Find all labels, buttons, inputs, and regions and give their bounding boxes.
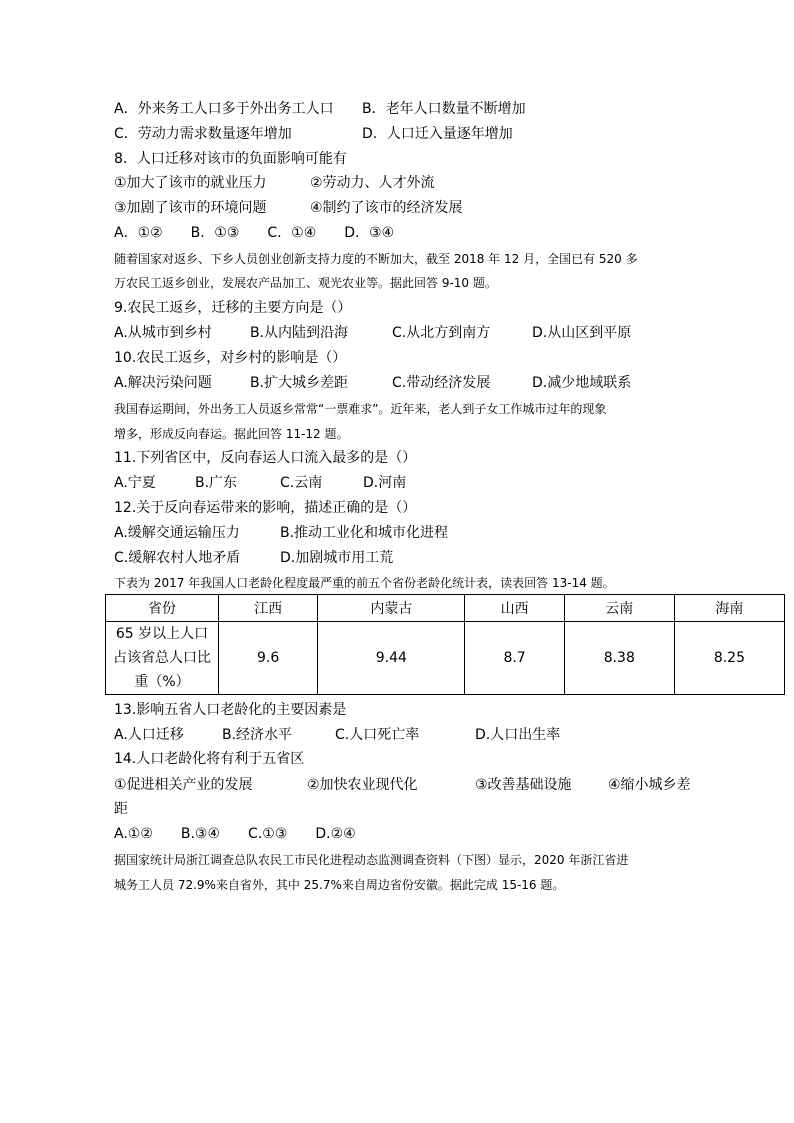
table-cell-value: 8.38: [564, 622, 674, 695]
q13-option-c: C.人口死亡率: [335, 727, 420, 743]
table-header-province: 云南: [564, 595, 674, 622]
table-row-label-line: 占该省总人口比: [113, 650, 211, 666]
passage-15-16-line-2: 城务工人员 72.9%来自省外，其中 25.7%来自周边省份安徽。据此完成 15-16 题。: [114, 878, 565, 892]
table-value-row: [106, 622, 785, 695]
q13-option-b: B.经济水平: [222, 727, 293, 743]
q11-option-b: B.广东: [195, 475, 238, 491]
aging-statistics-table: [105, 594, 785, 695]
q9-option-c: C.从北方到南方: [392, 325, 491, 341]
q7-option-d: D．人口迁入量逐年增加: [362, 126, 513, 142]
q14-item-2: ②加快农业现代化: [307, 777, 418, 793]
table-header-province: 海南: [674, 595, 784, 622]
q8-item-2: ②劳动力、人才外流: [310, 175, 435, 191]
q8-item-4: ④制约了该市的经济发展: [310, 200, 463, 216]
q14-item-3: ③改善基础设施: [475, 777, 572, 793]
q10-option-b: B.扩大城乡差距: [250, 375, 349, 391]
table-row-label-line: 65 岁以上人口: [115, 626, 209, 642]
passage-9-10-line-1: 随着国家对返乡、下乡人员创业创新支持力度的不断加大，截至 2018 年 12 月，全国已有 520 多: [114, 252, 638, 266]
passage-9-10-line-2: 万农民工返乡创业，发展农产品加工、观光农业等。据此回答 9-10 题。: [114, 276, 497, 290]
q11-stem: 11.下列省区中，反向春运人口流入最多的是（）: [114, 450, 417, 466]
q12-option-b: B.推动工业化和城市化进程: [280, 525, 449, 541]
table-row-label: [106, 622, 219, 695]
q7-option-a: A．外来务工人口多于外出务工人口: [114, 101, 334, 117]
q13-stem: 13.影响五省人口老龄化的主要因素是: [114, 702, 347, 718]
passage-15-16-line-1: 据国家统计局浙江调查总队农民工市民化进程动态监测调查资料（下图）显示，2020 年浙江省进: [114, 853, 629, 867]
q7-option-b: B．老年人口数量不断增加: [362, 101, 526, 117]
q12-option-c: C.缓解农村人地矛盾: [114, 550, 241, 566]
q13-option-a: A.人口迁移: [114, 727, 184, 743]
table-cell-value: 8.7: [465, 622, 564, 695]
q10-option-d: D.减少地域联系: [532, 375, 632, 391]
q10-option-c: C.带动经济发展: [392, 375, 491, 391]
table-header-row: [106, 595, 785, 622]
q11-option-a: A.宁夏: [114, 475, 156, 491]
q11-option-c: C.云南: [280, 475, 323, 491]
table-intro: 下表为 2017 年我国人口老龄化程度最严重的前五个省份老龄化统计表，读表回答 13-14 题。: [114, 576, 615, 590]
q9-option-a: A.从城市到乡村: [114, 325, 212, 341]
table-header-province: 内蒙古: [318, 595, 465, 622]
q14-item-4-continued: 距: [114, 801, 128, 817]
q8-item-1: ①加大了该市的就业压力: [114, 175, 267, 191]
q9-option-d: D.从山区到平原: [532, 325, 632, 341]
q10-stem: 10.农民工返乡，对乡村的影响是（）: [114, 350, 347, 366]
table-header-label: 省份: [106, 595, 219, 622]
q14-item-1: ①促进相关产业的发展: [114, 777, 253, 793]
table-header-province: 山西: [465, 595, 564, 622]
passage-11-12-line-1: 我国春运期间，外出务工人员返乡常常“一票难求”。近年来，老人到子女工作城市过年的现象: [114, 402, 607, 416]
table-cell-value: 8.25: [674, 622, 784, 695]
q14-item-4: ④缩小城乡差: [608, 777, 691, 793]
q12-option-d: D.加剧城市用工荒: [280, 550, 394, 566]
passage-11-12-line-2: 增多，形成反向春运。据此回答 11-12 题。: [114, 427, 349, 441]
q9-option-b: B.从内陆到沿海: [250, 325, 349, 341]
table-cell-value: 9.44: [318, 622, 465, 695]
q12-stem: 12.关于反向春运带来的影响，描述正确的是（）: [114, 500, 417, 516]
q10-option-a: A.解决污染问题: [114, 375, 212, 391]
q11-option-d: D.河南: [363, 475, 407, 491]
table-row-label-line: 重（%）: [134, 674, 190, 690]
q8-options: A．①② B．①③ C．①④ D．③④: [114, 225, 395, 241]
q9-stem: 9.农民工返乡，迁移的主要方向是（）: [114, 300, 352, 316]
table-header-province: 江西: [219, 595, 318, 622]
q14-stem: 14.人口老龄化将有利于五省区: [114, 751, 305, 767]
q8-item-3: ③加剧了该市的环境问题: [114, 200, 267, 216]
q14-options: A.①② B.③④ C.①③ D.②④: [114, 826, 356, 842]
q7-option-c: C．劳动力需求数量逐年增加: [114, 126, 292, 142]
q13-option-d: D.人口出生率: [475, 727, 561, 743]
q12-option-a: A.缓解交通运输压力: [114, 525, 240, 541]
q8-stem: 8．人口迁移对该市的负面影响可能有: [114, 151, 347, 167]
table-cell-value: 9.6: [219, 622, 318, 695]
